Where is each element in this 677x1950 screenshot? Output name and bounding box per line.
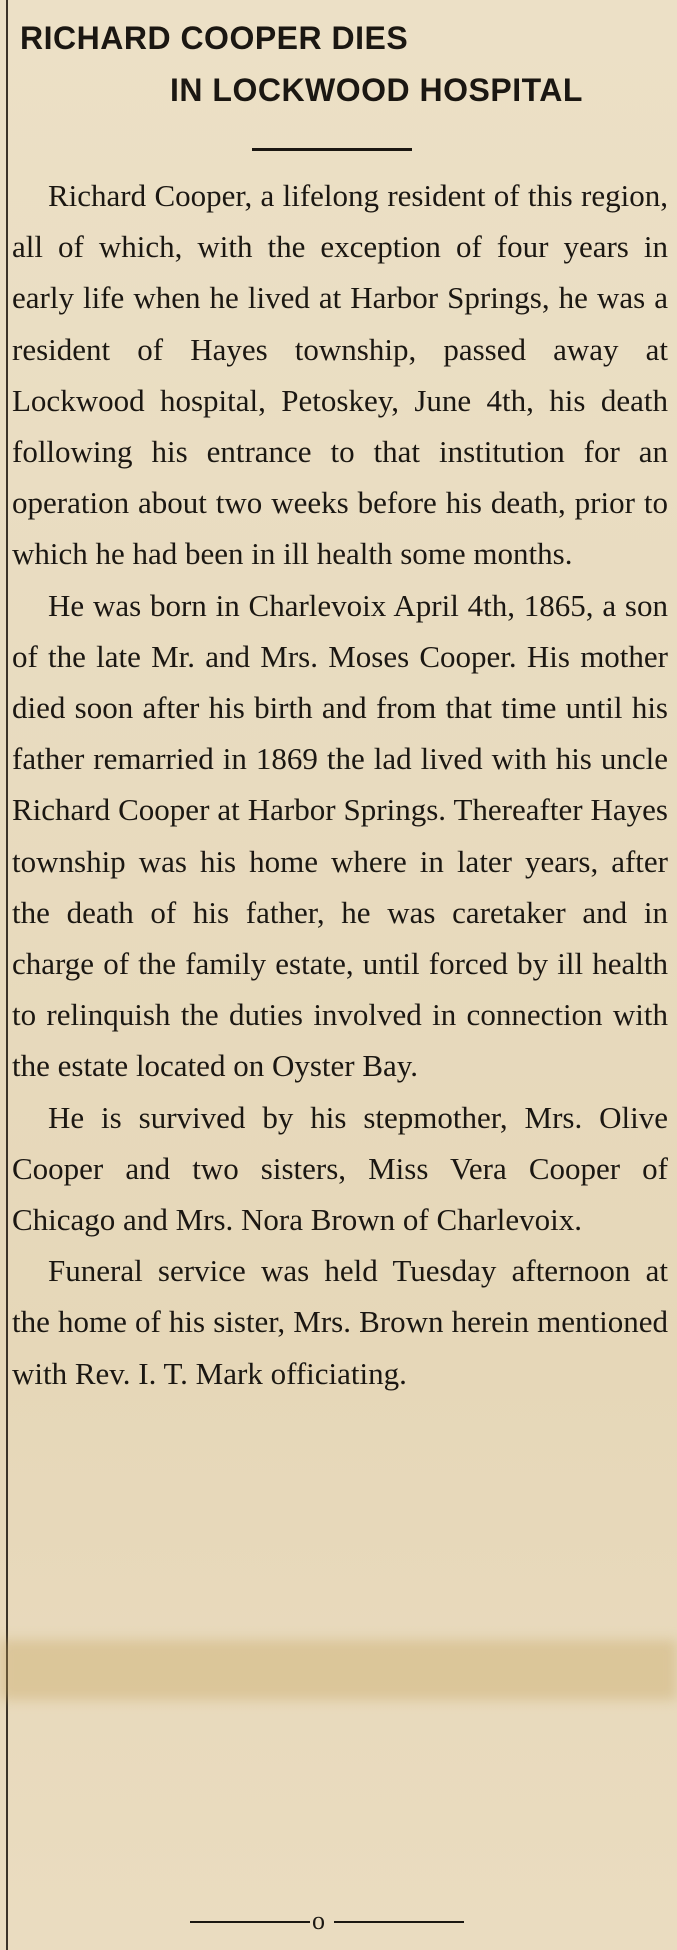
end-rule-right <box>334 1921 464 1923</box>
paragraph-survivors: He is survived by his stepmother, Mrs. Olive Cooper and two sisters, Miss Vera Cooper of Chicago and Mrs. Nora Brown of Charlevoix. <box>12 1099 668 1238</box>
headline-divider <box>252 148 412 151</box>
paragraph-biography: He was born in Charlevoix April 4th, 1865, a son of the late Mr. and Mrs. Moses Cooper. His mother died soon after his birth and from that time until his father remarried in 1869 the lad lived with his uncle Richard Cooper at Harbor Springs. Thereafter Hayes township was his home where in later years, after the death of his father, he was caretaker and in charge of the family estate, until forced by ill health to relinquish the duties involved in connection with the estate located on Oyster Bay. <box>12 587 668 1084</box>
paragraph-obituary-intro: Richard Cooper, a lifelong resident of this region, all of which, with the exception of four years in early life when he lived at Harbor Springs, he was a resident of Hayes township, passed away at Lockwood hospital, Petoskey, June 4th, his death following his entrance to that institution for an operation about two weeks before his death, prior to which he had been in ill health some months. <box>12 178 668 572</box>
article-body <box>12 170 668 1399</box>
paragraph-funeral: Funeral service was held Tuesday afternoon at the home of his sister, Mrs. Brown herein mentioned with Rev. I. T. Mark officiating. <box>12 1253 668 1391</box>
end-rule-left <box>190 1921 310 1923</box>
paper-stain <box>0 1640 677 1700</box>
headline-line-2: IN LOCKWOOD HOSPITAL <box>170 72 583 108</box>
end-mark: o <box>312 1906 325 1935</box>
headline-line-1: RICHARD COOPER DIES <box>20 20 409 56</box>
